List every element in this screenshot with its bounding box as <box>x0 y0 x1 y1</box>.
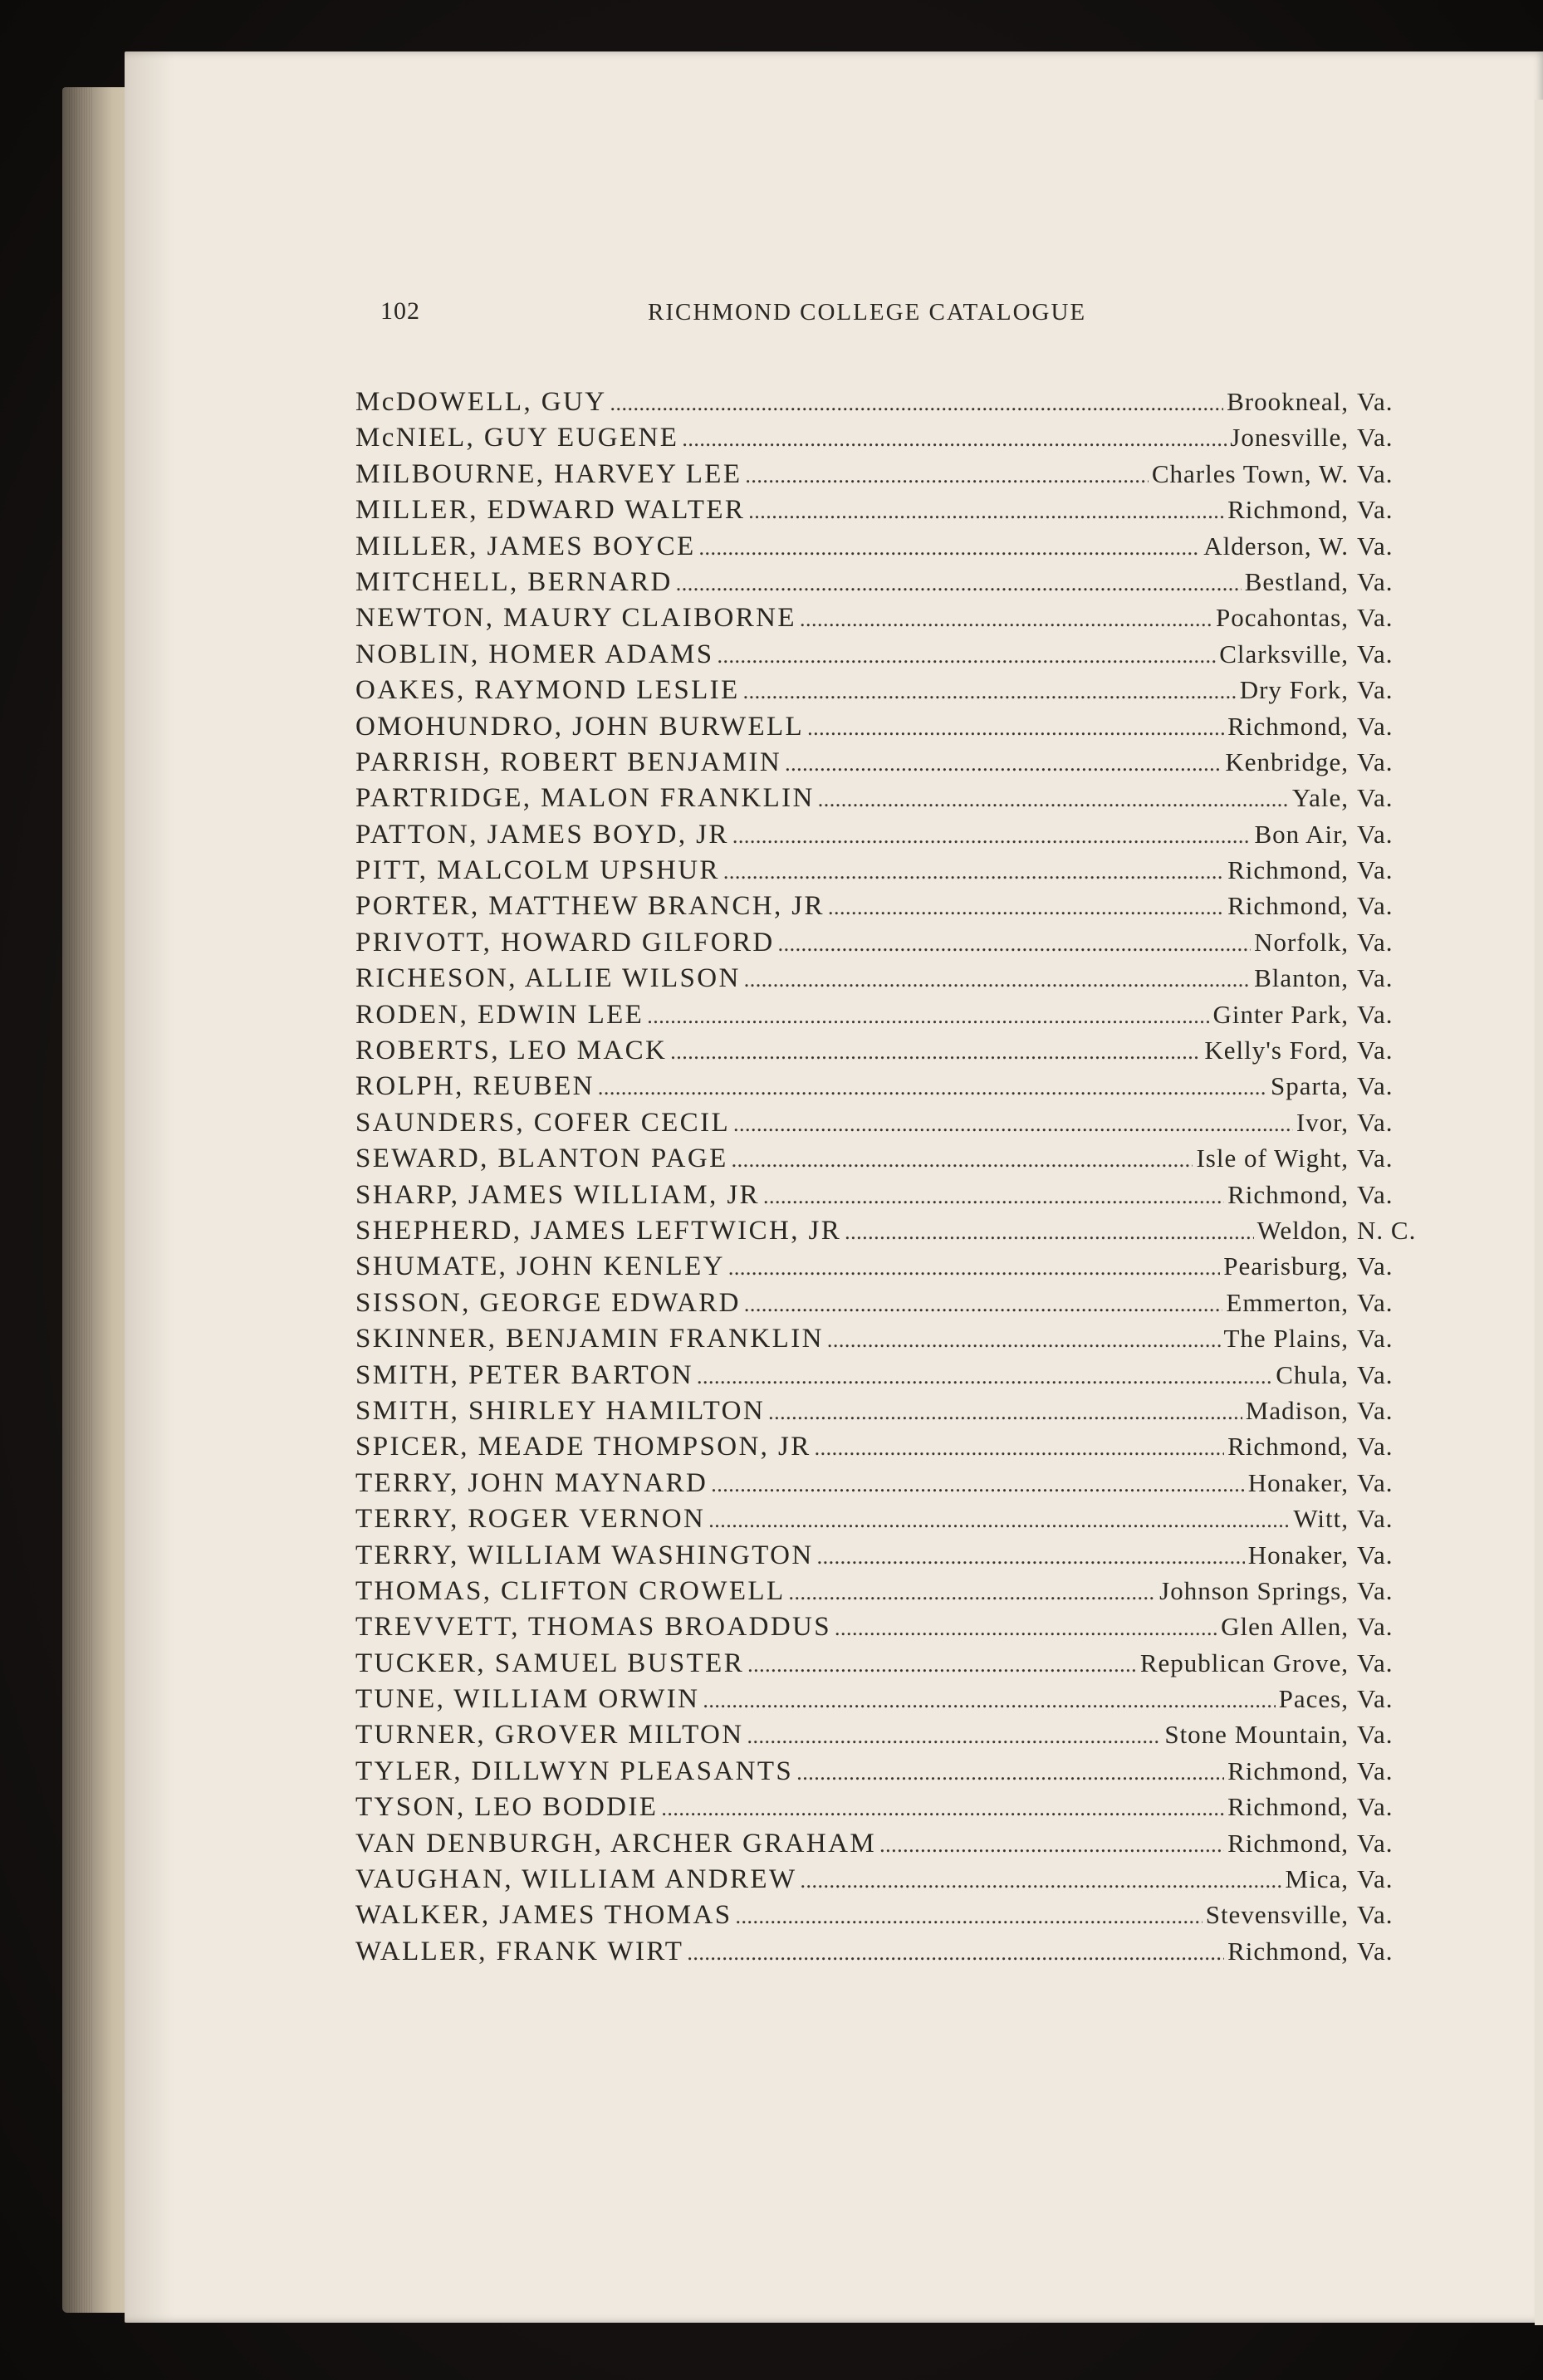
list-item <box>355 423 1418 458</box>
dot-leader <box>845 1220 1253 1245</box>
hometown: Weldon, <box>1256 1215 1349 1245</box>
list-item <box>355 387 1418 423</box>
state-abbrev: Va. <box>1357 1251 1394 1281</box>
dot-leader <box>647 1004 1209 1029</box>
hometown: Republican Grove, <box>1139 1648 1349 1677</box>
student-name: PATTON, JAMES BOYD, JR <box>355 819 729 850</box>
state-abbrev: Va. <box>1357 423 1394 453</box>
state-abbrev: Va. <box>1357 1036 1394 1065</box>
dot-leader <box>747 1724 1162 1749</box>
list-item <box>355 712 1418 747</box>
student-name: PORTER, MATTHEW BRANCH, JR <box>355 891 825 922</box>
state-abbrev: Va. <box>1357 458 1394 488</box>
hometown: Ivor, <box>1296 1107 1349 1137</box>
dot-leader <box>748 499 1224 524</box>
dot-leader <box>699 536 1201 561</box>
hometown: Emmerton, <box>1226 1287 1349 1317</box>
student-name: MILLER, EDWARD WALTER <box>355 495 746 526</box>
list-item <box>355 1324 1418 1359</box>
hometown: Bon Air, <box>1254 819 1349 849</box>
state-abbrev: Va. <box>1357 747 1394 776</box>
dot-leader <box>610 391 1223 416</box>
hometown: Richmond, <box>1227 1828 1349 1858</box>
state-abbrev: Va. <box>1357 1287 1394 1317</box>
dot-leader <box>723 859 1224 884</box>
dot-leader <box>744 1292 1223 1317</box>
state-abbrev: Va. <box>1357 1359 1394 1389</box>
hometown: Stevensville, <box>1205 1900 1349 1930</box>
list-item <box>355 675 1418 711</box>
student-name: RICHESON, ALLIE WILSON <box>355 963 741 994</box>
state-abbrev: Va. <box>1357 1792 1394 1822</box>
student-name: TURNER, GROVER MILTON <box>355 1720 744 1751</box>
dot-leader <box>733 1112 1293 1137</box>
hometown: Pearisburg, <box>1223 1251 1349 1281</box>
student-name: TUCKER, SAMUEL BUSTER <box>355 1648 745 1678</box>
hometown: Richmond, <box>1227 891 1349 921</box>
dot-leader <box>801 1868 1282 1893</box>
dot-leader <box>732 1148 1193 1173</box>
list-item <box>355 1071 1418 1107</box>
student-name: McDOWELL, GUY <box>355 387 607 417</box>
state-abbrev: Va. <box>1357 1071 1394 1101</box>
list-item <box>355 1251 1418 1287</box>
hometown: Ginter Park, <box>1212 999 1349 1029</box>
list-item <box>355 1792 1418 1828</box>
student-name: SISSON, GEORGE EDWARD <box>355 1287 741 1318</box>
hometown: Brookneal, <box>1227 387 1349 416</box>
state-abbrev: Va. <box>1357 1720 1394 1750</box>
state-abbrev: Va. <box>1357 1648 1394 1677</box>
student-name: SEWARD, BLANTON PAGE <box>355 1143 728 1174</box>
hometown: Sparta, <box>1271 1071 1349 1101</box>
dot-leader <box>800 607 1212 632</box>
state-abbrev: Va. <box>1357 1504 1394 1534</box>
hometown: Chula, <box>1276 1359 1349 1389</box>
hometown: Richmond, <box>1227 1756 1349 1785</box>
hometown: Richmond, <box>1227 495 1349 525</box>
state-abbrev: Va. <box>1357 999 1394 1029</box>
student-name: TERRY, WILLIAM WASHINGTON <box>355 1540 814 1570</box>
student-name: WALLER, FRANK WIRT <box>355 1936 684 1966</box>
hometown: Yale, <box>1291 783 1349 813</box>
state-abbrev: Va. <box>1357 1467 1394 1497</box>
student-name: ROBERTS, LEO MACK <box>355 1036 668 1066</box>
list-item <box>355 747 1418 783</box>
dot-leader <box>747 1653 1137 1677</box>
list-item <box>355 1648 1418 1684</box>
list-item <box>355 1720 1418 1756</box>
hometown: Bestland, <box>1244 566 1349 596</box>
student-name: TERRY, ROGER VERNON <box>355 1504 706 1535</box>
dot-leader <box>745 463 1148 488</box>
state-abbrev: Va. <box>1357 1143 1394 1173</box>
student-name: TREVVETT, THOMAS BROADDUS <box>355 1612 832 1643</box>
hometown: Jonesville, <box>1230 423 1349 453</box>
state-abbrev: Va. <box>1357 783 1394 813</box>
list-item <box>355 639 1418 675</box>
student-name: SAUNDERS, COFER CECIL <box>355 1107 731 1138</box>
state-abbrev: N. C. <box>1357 1215 1417 1245</box>
student-name: TUNE, WILLIAM ORWIN <box>355 1684 700 1715</box>
dot-leader <box>697 1364 1272 1389</box>
student-list <box>355 387 1418 1972</box>
student-name: TYSON, LEO BODDIE <box>355 1792 659 1823</box>
list-item <box>355 855 1418 891</box>
dot-leader <box>817 1545 1245 1570</box>
dot-leader <box>736 1904 1203 1929</box>
state-abbrev: Va. <box>1357 1756 1394 1785</box>
state-abbrev: Va. <box>1357 963 1394 993</box>
hometown: Paces, <box>1278 1684 1349 1714</box>
list-item <box>355 1504 1418 1540</box>
student-name: SMITH, PETER BARTON <box>355 1359 693 1390</box>
hometown: Honaker, <box>1247 1540 1349 1570</box>
state-abbrev: Va. <box>1357 855 1394 885</box>
hometown: Richmond, <box>1227 1936 1349 1966</box>
list-item <box>355 1612 1418 1648</box>
list-item <box>355 1288 1418 1324</box>
list-item <box>355 1756 1418 1792</box>
dot-leader <box>789 1580 1157 1605</box>
running-title: RICHMOND COLLEGE CATALOGUE <box>648 299 1087 326</box>
dot-leader <box>828 895 1224 920</box>
state-abbrev: Va. <box>1357 675 1394 705</box>
list-item <box>355 459 1418 495</box>
dot-leader <box>744 967 1251 992</box>
state-abbrev: Va. <box>1357 711 1394 741</box>
dot-leader <box>768 1400 1242 1425</box>
dot-leader <box>682 427 1227 452</box>
list-item <box>355 1900 1418 1936</box>
state-abbrev: Va. <box>1357 1107 1394 1137</box>
state-abbrev: Va. <box>1357 891 1394 921</box>
student-name: PARRISH, ROBERT BENJAMIN <box>355 747 782 777</box>
state-abbrev: Va. <box>1357 1395 1394 1425</box>
student-name: SKINNER, BENJAMIN FRANKLIN <box>355 1324 824 1354</box>
list-item <box>355 1468 1418 1504</box>
dot-leader <box>732 824 1252 849</box>
dot-leader <box>807 716 1224 741</box>
hometown: Johnson Springs, <box>1159 1575 1349 1605</box>
dot-leader <box>718 644 1217 668</box>
student-name: SHARP, JAMES WILLIAM, JR <box>355 1179 760 1210</box>
hometown: Blanton, <box>1254 963 1349 993</box>
list-item <box>355 1396 1418 1432</box>
state-abbrev: Va. <box>1357 1612 1394 1642</box>
hometown: The Plains, <box>1223 1324 1349 1354</box>
dot-leader <box>796 1761 1224 1785</box>
state-abbrev: Va. <box>1357 1684 1394 1714</box>
dot-leader <box>879 1833 1224 1858</box>
list-item <box>355 1576 1418 1612</box>
page-number: 102 <box>380 297 420 325</box>
list-item <box>355 928 1418 963</box>
list-item <box>355 1180 1418 1216</box>
state-abbrev: Va. <box>1357 1432 1394 1462</box>
dot-leader <box>687 1941 1224 1966</box>
student-name: NEWTON, MAURY CLAIBORNE <box>355 603 796 634</box>
student-name: VAUGHAN, WILLIAM ANDREW <box>355 1864 797 1895</box>
state-abbrev: Va. <box>1357 1575 1394 1605</box>
student-name: SHUMATE, JOHN KENLEY <box>355 1251 725 1282</box>
state-abbrev: Va. <box>1357 495 1394 525</box>
hometown: Alderson, W. <box>1203 531 1349 561</box>
dot-leader <box>743 679 1237 704</box>
state-abbrev: Va. <box>1357 1828 1394 1858</box>
state-abbrev: Va. <box>1357 1179 1394 1209</box>
student-name: SPICER, MEADE THOMPSON, JR <box>355 1432 811 1462</box>
dot-leader <box>778 932 1251 957</box>
hometown: Isle of Wight, <box>1196 1143 1349 1173</box>
list-item <box>355 1143 1418 1179</box>
dot-leader <box>763 1184 1224 1209</box>
state-abbrev: Va. <box>1357 566 1394 596</box>
list-item <box>355 1540 1418 1576</box>
hometown: Richmond, <box>1227 711 1349 741</box>
state-abbrev: Va. <box>1357 387 1394 416</box>
student-name: PARTRIDGE, MALON FRANKLIN <box>355 783 815 814</box>
list-item <box>355 1036 1418 1071</box>
state-abbrev: Va. <box>1357 819 1394 849</box>
hometown: Kelly's Ford, <box>1204 1036 1349 1065</box>
state-abbrev: Va. <box>1357 531 1394 561</box>
state-abbrev: Va. <box>1357 1540 1394 1570</box>
list-item <box>355 820 1418 855</box>
hometown: Norfolk, <box>1254 927 1349 957</box>
facing-page-edge <box>1535 100 1543 2325</box>
hometown: Richmond, <box>1227 1432 1349 1462</box>
student-name: SHEPHERD, JAMES LEFTWICH, JR <box>355 1215 842 1246</box>
dot-leader <box>703 1688 1275 1713</box>
dot-leader <box>818 787 1289 812</box>
list-item <box>355 1829 1418 1864</box>
list-item <box>355 891 1418 927</box>
list-item <box>355 963 1418 999</box>
page-header <box>380 297 1418 339</box>
student-name: OMOHUNDRO, JOHN BURWELL <box>355 711 805 742</box>
state-abbrev: Va. <box>1357 1864 1394 1894</box>
student-name: VAN DENBURGH, ARCHER GRAHAM <box>355 1828 877 1858</box>
list-item <box>355 1937 1418 1972</box>
dot-leader <box>815 1436 1224 1461</box>
dot-leader <box>711 1472 1244 1497</box>
hometown: Charles Town, W. <box>1151 458 1349 488</box>
list-item <box>355 495 1418 531</box>
state-abbrev: Va. <box>1357 927 1394 957</box>
dot-leader <box>827 1328 1221 1353</box>
student-name: PRIVOTT, HOWARD GILFORD <box>355 927 775 957</box>
student-name: McNIEL, GUY EUGENE <box>355 423 679 453</box>
dot-leader <box>598 1075 1267 1100</box>
state-abbrev: Va. <box>1357 1936 1394 1966</box>
list-item <box>355 531 1418 567</box>
student-name: MILBOURNE, HARVEY LEE <box>355 458 742 489</box>
student-name: THOMAS, CLIFTON CROWELL <box>355 1575 786 1606</box>
student-name: MITCHELL, BERNARD <box>355 566 673 597</box>
state-abbrev: Va. <box>1357 639 1394 668</box>
list-item <box>355 1000 1418 1036</box>
hometown: Clarksville, <box>1219 639 1349 668</box>
hometown: Richmond, <box>1227 1792 1349 1822</box>
list-item <box>355 567 1418 603</box>
hometown: Richmond, <box>1227 855 1349 885</box>
hometown: Stone Mountain, <box>1164 1720 1349 1750</box>
student-name: MILLER, JAMES BOYCE <box>355 531 696 561</box>
list-item <box>355 783 1418 819</box>
dot-leader <box>785 752 1222 776</box>
list-item <box>355 603 1418 639</box>
student-name: RODEN, EDWIN LEE <box>355 999 644 1030</box>
dot-leader <box>835 1616 1217 1641</box>
hometown: Richmond, <box>1227 1179 1349 1209</box>
state-abbrev: Va. <box>1357 1324 1394 1354</box>
state-abbrev: Va. <box>1357 603 1394 633</box>
student-name: OAKES, RAYMOND LESLIE <box>355 675 740 706</box>
dot-leader <box>676 571 1242 596</box>
list-item <box>355 1216 1418 1251</box>
dot-leader <box>728 1256 1220 1281</box>
list-item <box>355 1432 1418 1467</box>
student-name: PITT, MALCOLM UPSHUR <box>355 855 720 886</box>
student-name: TYLER, DILLWYN PLEASANTS <box>355 1756 794 1786</box>
hometown: Glen Allen, <box>1221 1612 1349 1642</box>
list-item <box>355 1864 1418 1900</box>
student-name: TERRY, JOHN MAYNARD <box>355 1467 708 1498</box>
hometown: Pocahontas, <box>1216 603 1349 633</box>
state-abbrev: Va. <box>1357 1900 1394 1930</box>
hometown: Dry Fork, <box>1239 675 1349 705</box>
student-name: NOBLIN, HOMER ADAMS <box>355 639 714 669</box>
hometown: Mica, <box>1285 1864 1349 1894</box>
hometown: Witt, <box>1293 1504 1349 1534</box>
dot-leader <box>670 1040 1201 1065</box>
hometown: Kenbridge, <box>1225 747 1349 776</box>
dot-leader <box>661 1796 1224 1821</box>
list-item <box>355 1360 1418 1396</box>
hometown: Madison, <box>1245 1395 1349 1425</box>
list-item <box>355 1684 1418 1720</box>
dot-leader <box>708 1508 1290 1533</box>
student-name: ROLPH, REUBEN <box>355 1071 595 1102</box>
hometown: Honaker, <box>1247 1467 1349 1497</box>
student-name: SMITH, SHIRLEY HAMILTON <box>355 1395 766 1426</box>
list-item <box>355 1108 1418 1143</box>
student-name: WALKER, JAMES THOMAS <box>355 1900 732 1931</box>
